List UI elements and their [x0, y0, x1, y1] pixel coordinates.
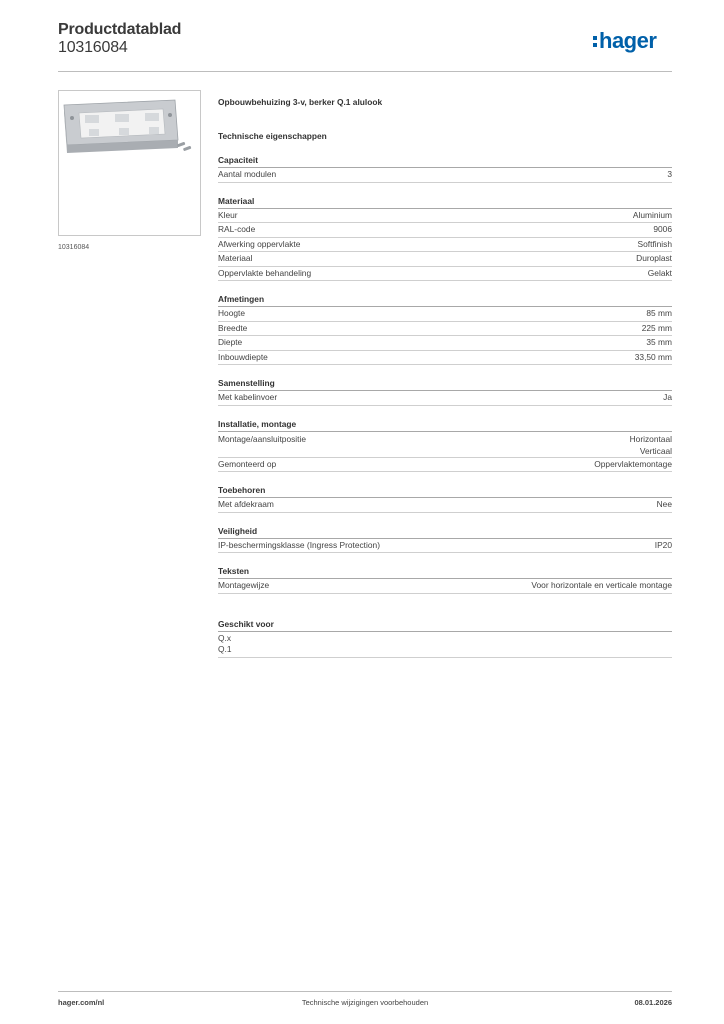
spec-value [630, 433, 672, 457]
product-number: 10316084 [58, 39, 128, 56]
list-item: Q.x [218, 632, 232, 643]
section-title: Teksten [218, 565, 672, 579]
section-title: Geschikt voor [218, 618, 672, 632]
section-capaciteit [218, 154, 672, 183]
spec-row [218, 168, 672, 183]
spec-row [218, 307, 672, 322]
spec-row [218, 252, 672, 267]
spec-row [218, 238, 672, 253]
section-afmetingen [218, 293, 672, 365]
spec-row [218, 322, 672, 337]
spec-label: Montagewijze [218, 580, 270, 590]
spec-row [218, 209, 672, 224]
image-caption: 10316084 [58, 244, 90, 251]
spec-value: 225 mm [641, 322, 672, 333]
section-toebehoren [218, 484, 672, 513]
spec-label: Met afdekraam [218, 499, 274, 509]
section-geschikt-voor [218, 618, 672, 658]
section-title: Capaciteit [218, 154, 672, 168]
spec-value-line: Verticaal [639, 445, 672, 456]
spec-label: Kleur [218, 209, 238, 220]
spec-row [218, 267, 672, 282]
tech-properties-title: Technische eigenschappen [218, 131, 327, 141]
spec-value-line: Horizontaal [629, 433, 672, 444]
spec-value: Softfinish [637, 238, 672, 249]
footer-website: hager.com/nl [58, 998, 105, 1007]
section-title: Installatie, montage [218, 418, 672, 432]
section-teksten [218, 565, 672, 594]
spec-value: 33,50 mm [634, 351, 672, 362]
spec-row [218, 539, 672, 554]
section-title: Materiaal [218, 195, 672, 209]
spec-value: IP20 [654, 539, 672, 550]
spec-label: IP-beschermingsklasse (Ingress Protection) [218, 539, 380, 550]
hager-logo-icon [592, 27, 674, 55]
footer-disclaimer: Technische wijzigingen voorbehouden [301, 998, 429, 1007]
spec-label: Inbouwdiepte [218, 351, 268, 362]
compatible-list [218, 632, 672, 658]
hager-logo [592, 27, 674, 57]
spec-value: Gelakt [647, 267, 672, 278]
section-title: Toebehoren [218, 484, 672, 498]
spec-value: Voor horizontale en verticale montage [531, 580, 672, 590]
spec-value: Ja [663, 392, 672, 402]
spec-value: 3 [667, 169, 672, 179]
spec-label: Oppervlakte behandeling [218, 267, 312, 278]
spec-label: Afwerking oppervlakte [218, 238, 301, 249]
svg-text:hager: hager [599, 28, 657, 53]
spec-label: Breedte [218, 322, 248, 333]
spec-row [218, 336, 672, 351]
spec-label: Montage/aansluitpositie [218, 433, 306, 444]
section-title: Afmetingen [218, 293, 672, 307]
section-veiligheid [218, 525, 672, 554]
spec-value: 85 mm [646, 308, 672, 318]
spec-row [218, 498, 672, 513]
footer-date: 08.01.2026 [634, 998, 672, 1007]
spec-value: 35 mm [646, 337, 672, 347]
spec-label: Gemonteerd op [218, 458, 277, 469]
spec-label: Diepte [218, 337, 243, 347]
spec-label: Met kabelinvoer [218, 392, 278, 402]
spec-label: Materiaal [218, 253, 253, 263]
spec-label: RAL-code [218, 224, 256, 234]
section-title: Samenstelling [218, 377, 672, 391]
list-item: Q.1 [218, 644, 232, 654]
product-image [58, 90, 201, 236]
section-installatie [218, 418, 672, 473]
spec-row [218, 351, 672, 366]
footer-divider [58, 991, 672, 992]
product-name: Opbouwbehuizing 3-v, berker Q.1 alulook [218, 97, 383, 107]
spec-row [218, 391, 672, 406]
spec-value: 9006 [653, 224, 672, 234]
spec-label: Hoogte [218, 308, 246, 318]
page-title: Productdatablad [58, 21, 182, 38]
section-samenstelling [218, 377, 672, 406]
spec-value: Oppervlaktemontage [594, 458, 672, 469]
spec-content [218, 96, 672, 658]
section-materiaal [218, 195, 672, 282]
spec-row [218, 458, 672, 473]
spec-value: Nee [656, 499, 672, 509]
spec-label: Aantal modulen [218, 169, 277, 179]
spec-row [218, 579, 672, 594]
section-title: Veiligheid [218, 525, 672, 539]
spec-value: Duroplast [636, 253, 672, 263]
spec-value: Aluminium [632, 209, 672, 220]
spec-row [218, 432, 672, 458]
header-divider [58, 71, 672, 72]
product-frame-image [59, 91, 200, 235]
spec-row [218, 223, 672, 238]
